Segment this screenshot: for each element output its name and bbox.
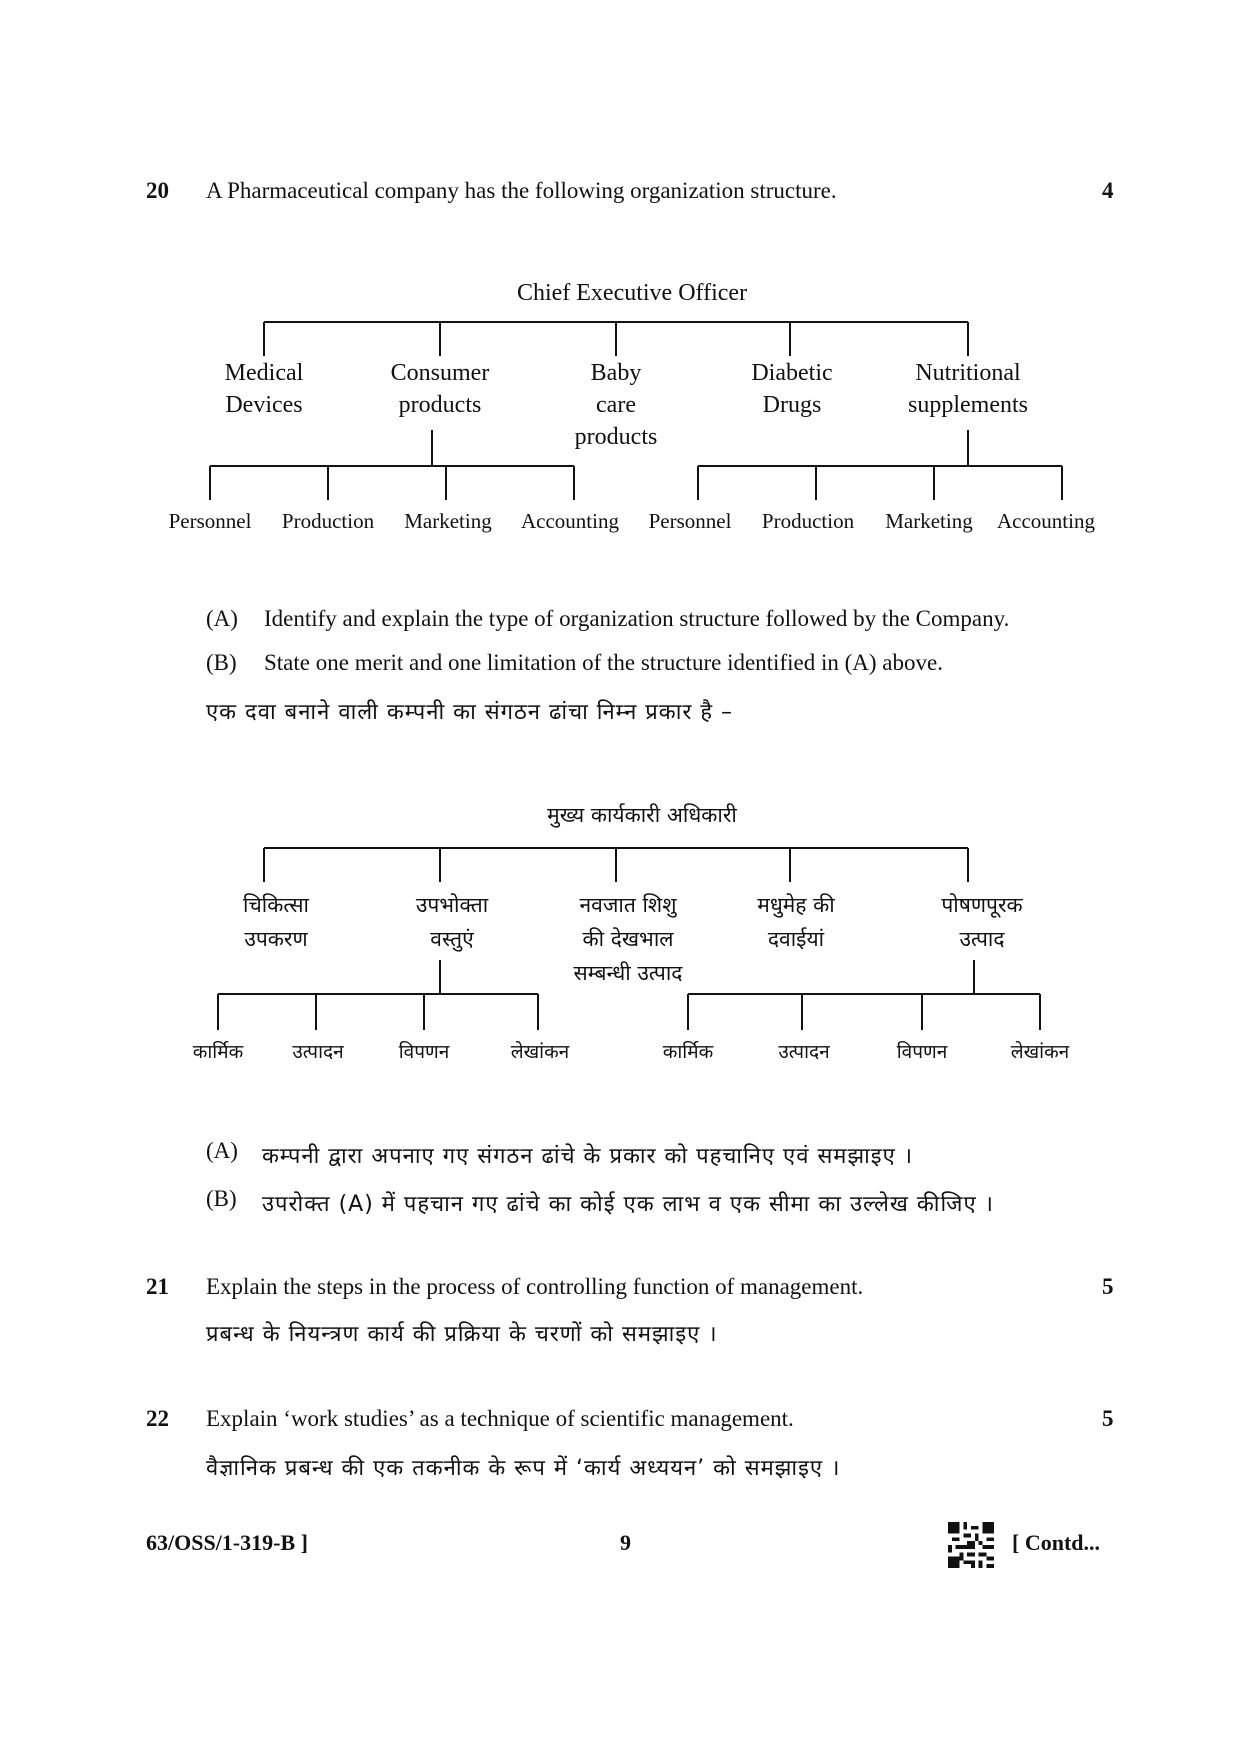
question-text-hindi: प्रबन्ध के नियन्त्रण कार्य की प्रक्रिया के चरणों को समझाइए । <box>206 1322 718 1347</box>
division-label: नवजात शिशु <box>579 893 677 917</box>
qr-code-icon <box>948 1522 994 1568</box>
division-label: मधुमेह की <box>757 893 835 917</box>
division-label: की देखभाल <box>582 927 674 951</box>
part-b-text: State one merit and one limitation of the structure identified in (A) above. <box>264 650 943 675</box>
question-number: 20 <box>146 178 169 203</box>
division-label: पोषणपूरक <box>941 893 1023 917</box>
hindi-part-b-text: उपरोक्त (A) में पहचान गए ढांचे का कोई एक लाभ व एक सीमा का उल्लेख कीजिए । <box>262 1192 994 1217</box>
division-label: Drugs <box>762 392 822 418</box>
function-label: लेखांकन <box>510 1041 570 1063</box>
function-label: Personnel <box>648 509 732 533</box>
division-label: चिकित्सा <box>243 893 309 917</box>
function-label: Personnel <box>168 509 252 533</box>
part-label: (B) <box>206 650 237 675</box>
division-label: products <box>398 392 482 418</box>
division-label: Nutritional <box>915 360 1021 386</box>
question-text: A Pharmaceutical company has the following organization structure. <box>206 178 837 203</box>
division-label: वस्तुएं <box>430 927 474 951</box>
division-label: Diabetic <box>751 360 833 386</box>
division-label: Baby <box>590 360 642 386</box>
part-label: (B) <box>206 1186 237 1211</box>
org-chart-english <box>0 270 1240 550</box>
question-marks: 4 <box>1102 178 1114 203</box>
question-number: 22 <box>146 1406 169 1431</box>
division-label: उत्पाद <box>959 927 1005 951</box>
question-marks: 5 <box>1102 1406 1114 1431</box>
division-label: Devices <box>225 392 303 418</box>
page-number: 9 <box>620 1530 631 1555</box>
function-label: Marketing <box>885 509 973 533</box>
division-label: supplements <box>908 392 1028 418</box>
chart-root-label: मुख्य कार्यकारी अधिकारी <box>547 803 737 827</box>
division-label: दवाईयां <box>767 927 825 951</box>
function-label: Accounting <box>521 509 619 533</box>
org-chart-hindi <box>0 796 1240 1086</box>
division-label: उपकरण <box>244 927 308 951</box>
division-label: products <box>574 424 658 450</box>
paper-code: 63/OSS/1-319-B ] <box>146 1530 308 1555</box>
continued-label: [ Contd... <box>1012 1530 1101 1555</box>
function-label: उत्पादन <box>778 1041 830 1063</box>
function-label: Production <box>281 509 375 533</box>
question-text: Explain ‘work studies’ as a technique of scientific management. <box>206 1406 794 1431</box>
hindi-intro: एक दवा बनाने वाली कम्पनी का संगठन ढांचा निम्न प्रकार है – <box>206 700 734 725</box>
part-a-text: Identify and explain the type of organization structure followed by the Company. <box>264 606 1010 631</box>
question-marks: 5 <box>1102 1274 1114 1299</box>
part-label: (A) <box>206 606 238 631</box>
function-label: Accounting <box>997 509 1095 533</box>
division-label: Consumer <box>390 360 490 386</box>
division-label: care <box>596 392 636 418</box>
question-text: Explain the steps in the process of controlling function of management. <box>206 1274 864 1299</box>
question-number: 21 <box>146 1274 169 1299</box>
division-label: उपभोक्ता <box>415 893 489 917</box>
hindi-part-a-text: कम्पनी द्वारा अपनाए गए संगठन ढांचे के प्रकार को पहचानिए एवं समझाइए । <box>262 1144 914 1169</box>
function-label: कार्मिक <box>662 1041 714 1063</box>
function-label: लेखांकन <box>1010 1041 1070 1063</box>
division-label: Medical <box>224 360 304 386</box>
part-label: (A) <box>206 1138 238 1163</box>
function-label: कार्मिक <box>192 1041 244 1063</box>
chart-root-label: Chief Executive Officer <box>516 280 748 306</box>
function-label: उत्पादन <box>292 1041 344 1063</box>
function-label: Marketing <box>404 509 492 533</box>
function-label: विपणन <box>398 1041 450 1063</box>
function-label: Production <box>761 509 855 533</box>
division-label: सम्बन्धी उत्पाद <box>573 961 683 985</box>
question-text-hindi: वैज्ञानिक प्रबन्ध की एक तकनीक के रूप में ‘कार्य अध्ययन’ को समझाइए । <box>206 1456 841 1481</box>
function-label: विपणन <box>896 1041 948 1063</box>
